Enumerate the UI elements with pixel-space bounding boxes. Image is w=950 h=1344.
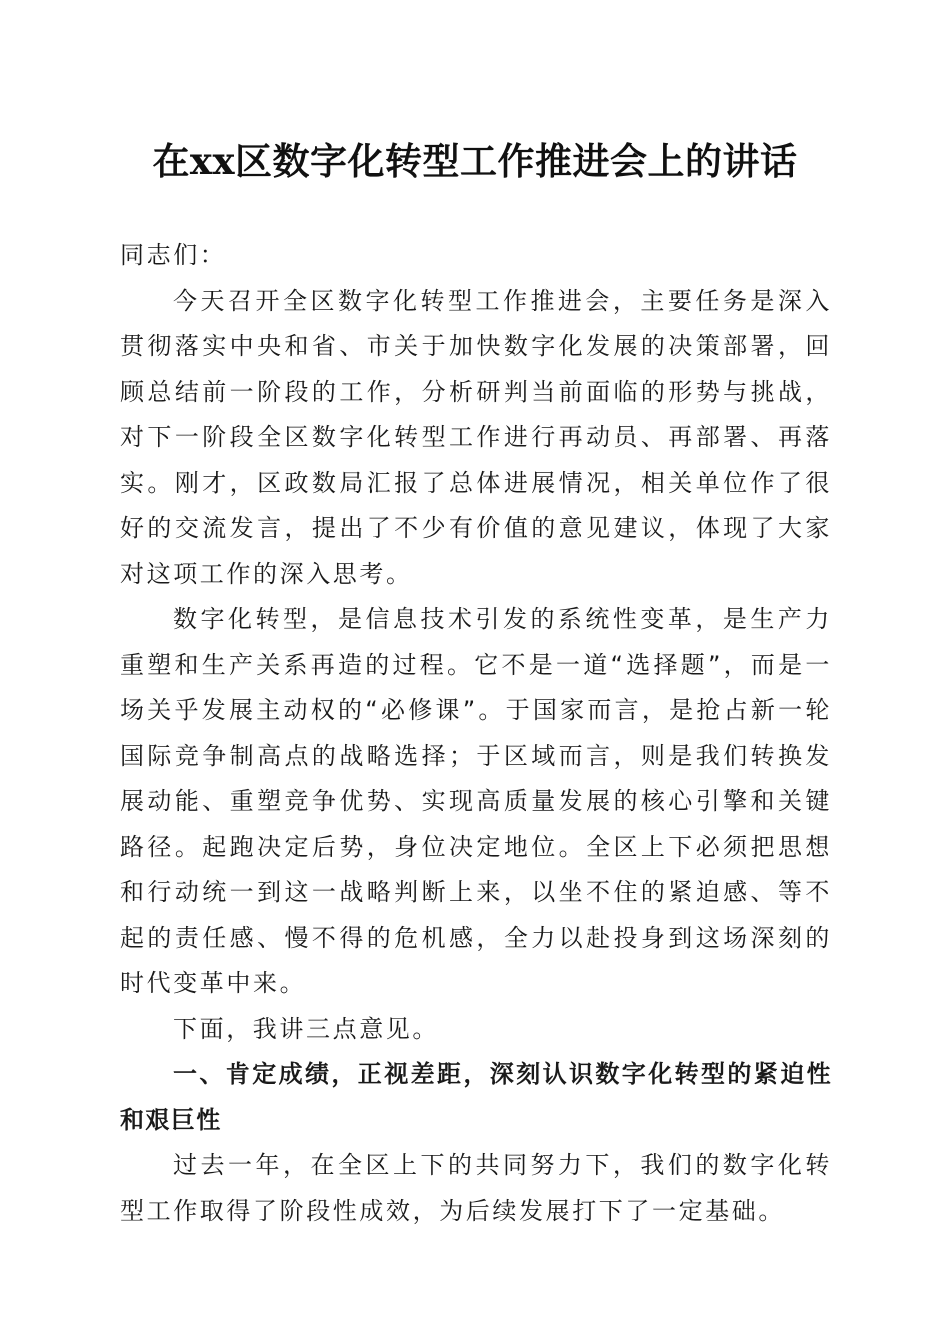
paragraph-significance: 数字化转型，是信息技术引发的系统性变革，是生产力重塑和生产关系再造的过程。它不是一道“选择题”，而是一场关乎发展主动权的“必修课”。于国家而言，是抢占新一轮国际竞争制高点的战略选择；于区域而言，则是我们转换发展动能、重塑竞争优势、实现高质量发展的核心引擎和关键路径。起跑决定后势，身位决定地位。全区上下必须把思想和行动统一到这一战略判断上来，以坐不住的紧迫感、等不起的责任感、慢不得的危机感，全力以赴投身到这场深刻的时代变革中来。 [120, 605, 832, 997]
section-heading: 一、肯定成绩，正视差距，深刻认识数字化转型的紧迫性和艰巨性 [120, 1060, 832, 1134]
paragraph-opening: 今天召开全区数字化转型工作推进会，主要任务是深入贯彻落实中央和省、市关于加快数字化发展的决策部署，回顾总结前一阶段的工作，分析研判当前面临的形势与挑战，对下一阶段全区数字化转型工作进行再动员、再部署、再落实。刚才，区政数局汇报了总体进展情况，相关单位作了很好的交流发言，提出了不少有价值的意见建议，体现了大家对这项工作的深入思考。 [120, 286, 832, 588]
paragraph-transition: 下面，我讲三点意见。 [173, 1014, 439, 1043]
salutation: 同志们： [120, 241, 227, 269]
document-title: 在xx区数字化转型工作推进会上的讲话 [152, 139, 798, 183]
document-body [120, 233, 832, 1234]
section-paragraph: 过去一年，在全区上下的共同努力下，我们的数字化转型工作取得了阶段性成效，为后续发展打下了一定基础。 [120, 1151, 832, 1225]
